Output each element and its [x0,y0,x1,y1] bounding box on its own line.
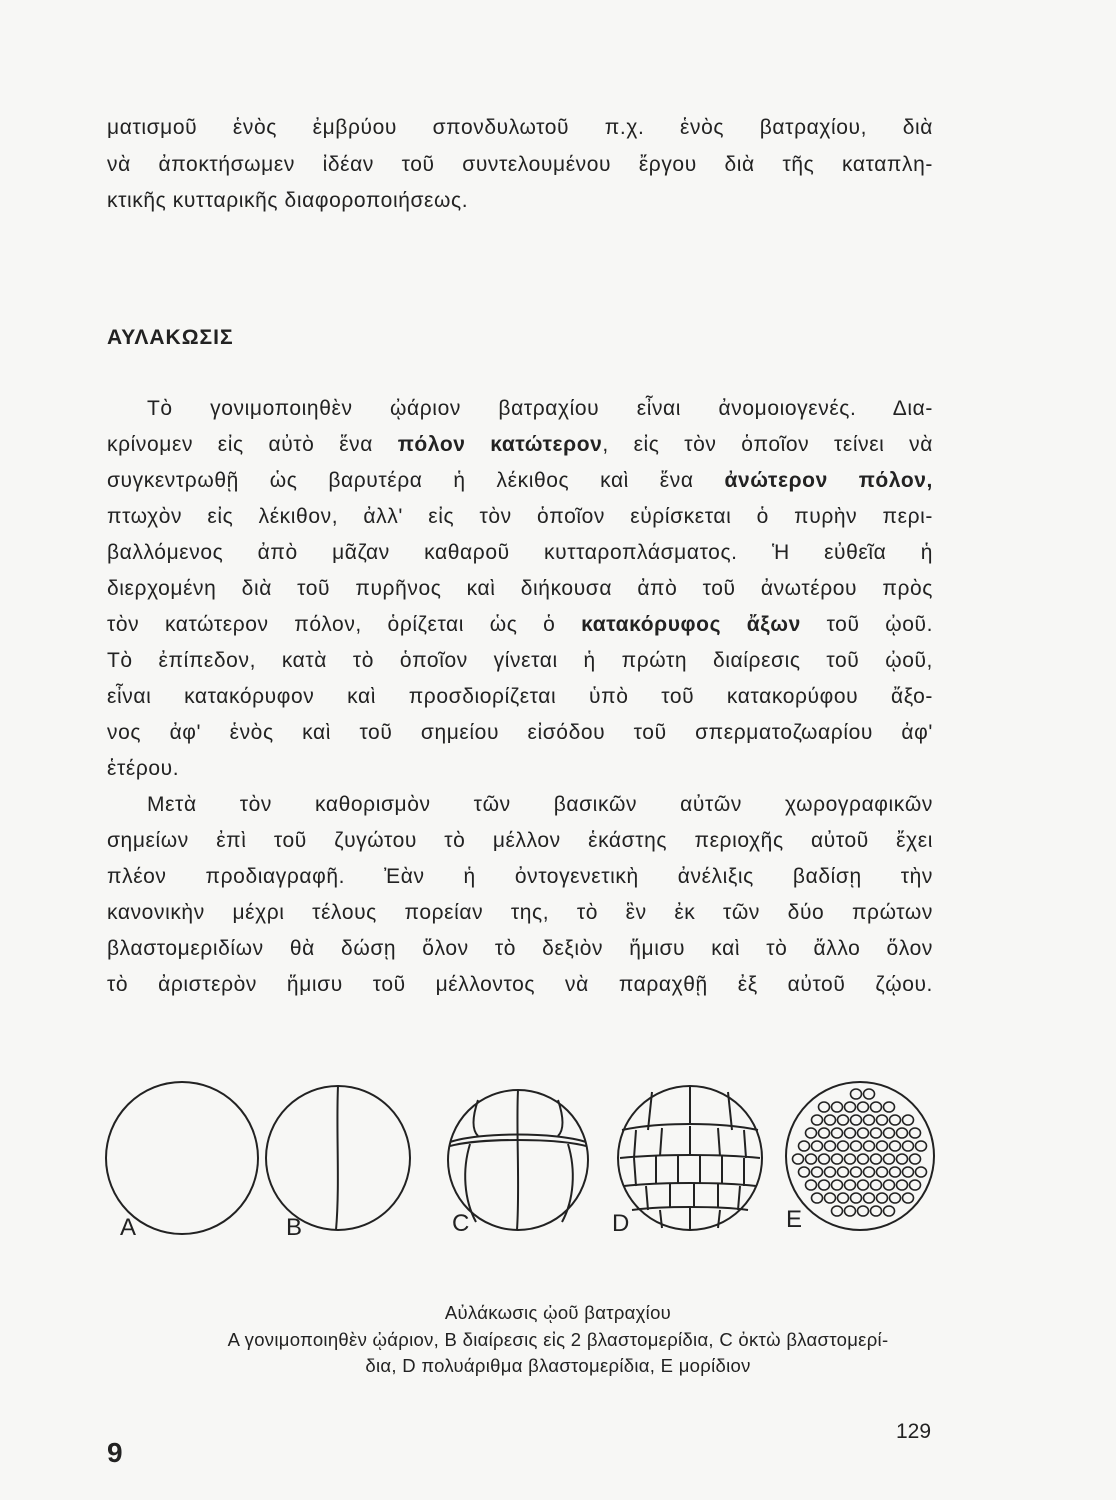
stage-e-morula [786,1082,934,1230]
morula-cell [825,1141,836,1151]
morula-cell [877,1115,888,1125]
figure-label-c: C [452,1210,470,1237]
body-text-line: τὸν κατώτερον πόλον, ὁρίζεται ὡς ὁ κατακόρυφος ἄξων τοῦ ᾠοῦ. [107,613,934,636]
morula-cell [812,1193,823,1203]
body-text-line: κρίνομεν εἰς αὐτὸ ἕνα πόλον κατώτερον, εἰς τὸν ὁποῖον τείνει νὰ [107,433,933,456]
morula-cell [812,1141,823,1151]
body-text-line: Μετὰ τὸν καθορισμὸν τῶν βασικῶν αὐτῶν χωρογραφικῶν [147,793,933,816]
morula-cell [832,1180,843,1190]
morula-cell [806,1128,817,1138]
morula-cell [838,1167,849,1177]
morula-cell [825,1115,836,1125]
morula-cell [897,1180,908,1190]
morula-cell [864,1115,875,1125]
body-text-line: διερχομένη διὰ τοῦ πυρῆνος καὶ διήκουσα ἀπὸ τοῦ ἀνωτέρου πρὸς [107,577,933,600]
stage-a-egg [106,1082,258,1234]
morula-cell [897,1128,908,1138]
morula-cell [890,1141,901,1151]
body-text-line: τὸ ἀριστερὸν ἥμισυ τοῦ μέλλοντος νὰ παραχθῇ ἐξ αὐτοῦ ζῴου. [107,973,933,996]
body-text-line: ματισμοῦ ἑνὸς ἐμβρύου σπονδυλωτοῦ π.χ. ἑνὸς βατραχίου, διὰ [107,116,933,139]
bold-term: κατακόρυφος ἄξων [581,613,801,636]
morula-cell [903,1141,914,1151]
page-number: 129 [896,1420,932,1443]
morula-cell [877,1167,888,1177]
morula-cell [890,1193,901,1203]
morula-cell [871,1102,882,1112]
morula-cell [890,1115,901,1125]
morula-cell [884,1102,895,1112]
morula-cell [845,1154,856,1164]
body-text-line: βλαστομεριδίων θὰ δώσῃ ὅλον τὸ δεξιὸν ἥμισυ καὶ τὸ ἄλλο ὅλον [107,937,933,960]
body-text-line: ἑτέρου. [107,757,180,780]
body-text-line: Τὸ ἐπίπεδον, κατὰ τὸ ὁποῖον γίνεται ἡ πρώτη διαίρεσις τοῦ ᾠοῦ, [107,649,933,672]
morula-cell [806,1154,817,1164]
cleavage-figure [100,1070,950,1255]
figure-label-e: E [786,1206,803,1233]
figure-label-b: B [286,1214,303,1241]
morula-cell [845,1180,856,1190]
morula-cell [884,1180,895,1190]
body-text-line: Τὸ γονιμοποιηθὲν ᾠάριον βατραχίου εἶναι ἀνομοιογενές. Δια- [147,397,933,420]
morula-cell [858,1206,869,1216]
morula-cell [903,1115,914,1125]
morula-cell [825,1193,836,1203]
morula-cell [851,1193,862,1203]
morula-cell [884,1154,895,1164]
morula-cell [806,1180,817,1190]
morula-cell [871,1180,882,1190]
morula-cell [897,1154,908,1164]
morula-cell [819,1154,830,1164]
body-text-line: κανονικὴν μέχρι τέλους πορείαν της, τὸ ἓν ἐκ τῶν δύο πρώτων [107,901,933,924]
body-text-line: πλέον προδιαγραφῆ. Ἐὰν ἡ ὀντογενετικὴ ἀνέλιξις βαδίσῃ τὴν [107,865,933,888]
morula-cell [903,1193,914,1203]
morula-cell [858,1180,869,1190]
body-text-line: εἶναι κατακόρυφον καὶ προσδιορίζεται ὑπὸ τοῦ κατακορύφου ἄξο- [107,685,933,708]
morula-cell [832,1206,843,1216]
morula-cell [864,1141,875,1151]
body-text-line: νὰ ἀποκτήσωμεν ἰδέαν τοῦ συντελουμένου ἔργου διὰ τῆς καταπλη- [107,153,933,176]
morula-cell [832,1154,843,1164]
morula-cell [864,1167,875,1177]
morula-cell [884,1128,895,1138]
morula-cell [819,1102,830,1112]
morula-cell [832,1128,843,1138]
morula-cell [845,1128,856,1138]
morula-cell [871,1206,882,1216]
morula-cell [845,1102,856,1112]
stage-d-many-cells [618,1086,762,1230]
morula-cell [851,1089,862,1099]
figure-caption-line: δια, D πολυάριθμα βλαστομερίδια, E μορίδιον [365,1355,751,1376]
figure-caption-title: Αὐλάκωσις ᾠοῦ βατραχίου [444,1302,672,1323]
body-text-line: σημείων ἐπὶ τοῦ ζυγώτου τὸ μέλλον ἑκάστης περιοχῆς αὐτοῦ ἔχει [107,829,933,852]
morula-cell [890,1167,901,1177]
body-text-line: βαλλόμενος ἀπὸ μᾶζαν καθαροῦ κυτταροπλάσματος. Ἡ εὐθεῖα ἡ [107,541,933,564]
morula-cell [858,1102,869,1112]
figure-caption-line: A γονιμοποιηθὲν ᾠάριον, B διαίρεσις εἰς 2 βλαστομερίδια, C ὀκτὼ βλαστομερί- [227,1329,889,1350]
figure-label-a: A [120,1214,137,1241]
morula-cell [916,1141,927,1151]
morula-cell [903,1167,914,1177]
morula-cell [819,1180,830,1190]
morula-cell [871,1154,882,1164]
stage-b-two-cells [266,1086,410,1230]
morula-cell [910,1180,921,1190]
signature-mark: 9 [107,1437,123,1468]
morula-cell [910,1154,921,1164]
morula-cell [812,1115,823,1125]
morula-cell [838,1193,849,1203]
stage-c-eight-cells [448,1090,588,1230]
body-text-line: συγκεντρωθῇ ὡς βαρυτέρα ἡ λέκιθος καὶ ἕνα ἀνώτερον πόλον, [107,469,933,492]
morula-cell [793,1154,804,1164]
morula-cell [916,1167,927,1177]
morula-cell [851,1115,862,1125]
morula-cell [838,1141,849,1151]
morula-cell [851,1167,862,1177]
morula-cell [858,1154,869,1164]
morula-cell [819,1128,830,1138]
morula-cell [884,1206,895,1216]
morula-cell [799,1141,810,1151]
body-text-line: κτικῆς κυτταρικῆς διαφοροποιήσεως. [107,189,469,212]
bold-term: πόλον κατώτερον [397,433,603,456]
figure-label-d: D [612,1210,630,1237]
morula-cell [851,1141,862,1151]
cleavage-drawings [100,1070,950,1250]
morula-cell [799,1167,810,1177]
morula-cell [864,1193,875,1203]
body-text-line: πτωχὸν εἰς λέκιθον, ἀλλ' εἰς τὸν ὁποῖον εὑρίσκεται ὁ πυρὴν περι- [107,505,933,528]
morula-cell [838,1115,849,1125]
bold-term: ἀνώτερον πόλον, [724,469,933,492]
morula-cell [877,1141,888,1151]
morula-cell [858,1128,869,1138]
morula-cell [871,1128,882,1138]
body-text-line: νος ἀφ' ἑνὸς καὶ τοῦ σημείου εἰσόδου τοῦ σπερματοζωαρίου ἀφ' [107,721,933,744]
morula-cell [845,1206,856,1216]
morula-cell [812,1167,823,1177]
morula-cell [864,1089,875,1099]
section-heading: ΑΥΛΑΚΩΣΙΣ [107,326,234,349]
morula-cell [910,1128,921,1138]
morula-cell [832,1102,843,1112]
morula-cell [825,1167,836,1177]
morula-cell [877,1193,888,1203]
